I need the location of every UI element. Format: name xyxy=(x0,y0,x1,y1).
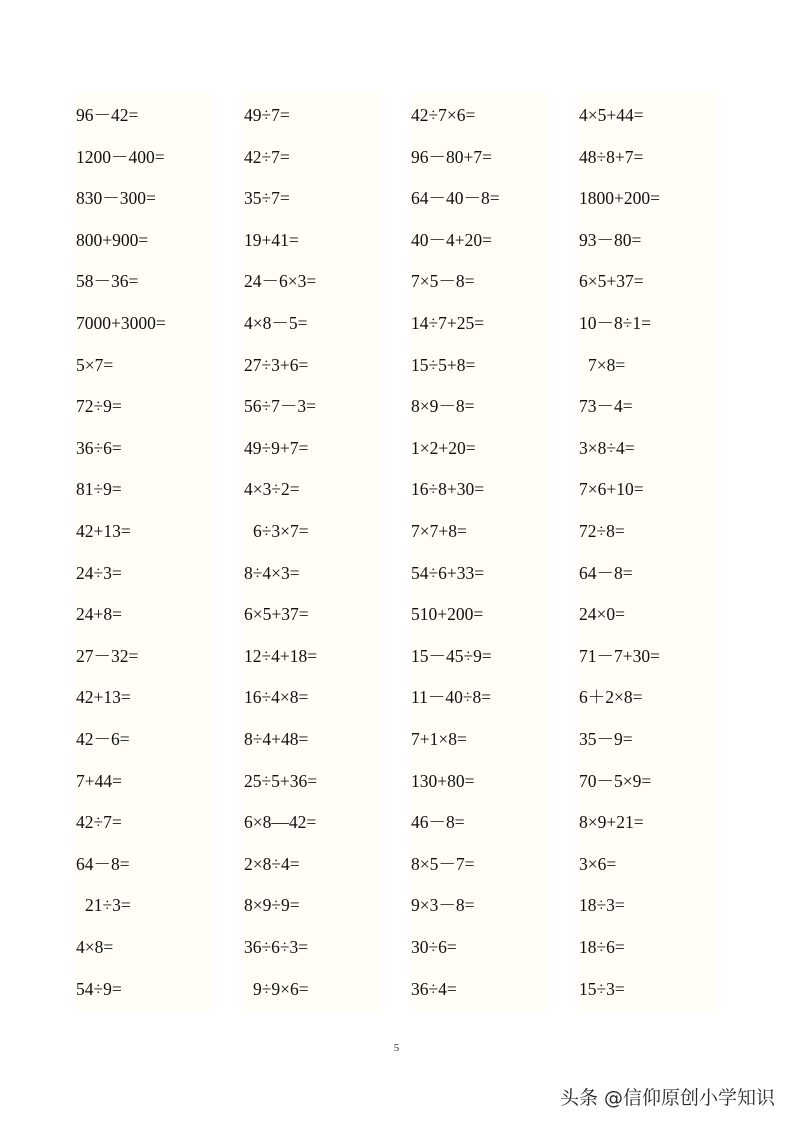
problem-item: 48÷8+7= xyxy=(579,146,644,167)
problem-item: 2×8÷4= xyxy=(244,853,300,874)
problem-item: 3×6= xyxy=(579,853,617,874)
problem-item: 11－40÷8= xyxy=(411,687,492,708)
problem-item: 8×9+21= xyxy=(579,812,644,833)
problem-item: 8×9－8= xyxy=(411,396,475,417)
problem-item: 36÷6÷3= xyxy=(244,937,309,957)
problem-item: 9÷9×6= xyxy=(253,978,309,999)
problem-item: 8×5－7= xyxy=(411,853,475,874)
problem-item: 9×3－8= xyxy=(411,895,475,916)
problem-item: 96－80+7= xyxy=(411,146,492,167)
problem-item: 35－9= xyxy=(579,729,633,749)
problem-item: 72÷8= xyxy=(579,521,625,541)
problem-item: 46－8= xyxy=(411,812,465,833)
problem-item: 73－4= xyxy=(579,396,633,417)
problem-item: 24÷3= xyxy=(76,562,122,583)
problem-item: 6÷3×7= xyxy=(253,521,309,541)
problem-item: 49÷7= xyxy=(244,105,290,125)
problem-item: 64－8= xyxy=(579,562,633,583)
problem-item: 7×8= xyxy=(588,354,626,375)
problem-item: 15－45÷9= xyxy=(411,645,492,666)
problem-item: 7000+3000= xyxy=(76,313,166,333)
problem-item: 18÷6= xyxy=(579,937,625,957)
problem-item: 5×7= xyxy=(76,354,114,375)
problem-item: 1800+200= xyxy=(579,188,660,209)
problem-item: 8×9÷9= xyxy=(244,895,300,916)
problem-column-4 xyxy=(577,94,717,1010)
problem-item: 6×5+37= xyxy=(579,271,644,292)
problem-item: 70－5×9= xyxy=(579,770,652,791)
problem-column-1 xyxy=(74,94,214,1010)
problem-item: 27÷3+6= xyxy=(244,354,309,375)
watermark: 头条 @信仰原创小学知识 xyxy=(559,1087,775,1109)
problem-item: 54÷6+33= xyxy=(411,562,485,583)
problem-item: 15÷3= xyxy=(579,978,625,999)
problem-item: 7+1×8= xyxy=(411,729,467,749)
problem-item: 71－7+30= xyxy=(579,645,660,666)
problem-item: 96－42= xyxy=(76,105,139,125)
problem-item: 16÷4×8= xyxy=(244,687,309,708)
problem-item: 1200－400= xyxy=(76,146,165,167)
problem-item: 64－40－8= xyxy=(411,188,500,209)
problem-item: 56÷7－3= xyxy=(244,396,316,417)
problem-item: 42÷7×6= xyxy=(411,105,476,125)
problem-item: 16÷8+30= xyxy=(411,479,485,500)
problem-item: 35÷7= xyxy=(244,188,290,209)
problem-item: 64－8= xyxy=(76,853,130,874)
problem-item: 42+13= xyxy=(76,687,131,708)
problem-item: 12÷4+18= xyxy=(244,645,318,666)
problem-item: 49÷9+7= xyxy=(244,437,309,458)
problem-item: 7×5－8= xyxy=(411,271,475,292)
problem-item: 6×8—42= xyxy=(244,812,317,833)
problem-item: 4×8= xyxy=(76,937,114,957)
problem-item: 21÷3= xyxy=(85,895,131,916)
problem-item: 510+200= xyxy=(411,604,484,625)
problem-item: 40－4+20= xyxy=(411,229,492,250)
problem-item: 24×0= xyxy=(579,604,625,625)
problem-item: 42+13= xyxy=(76,521,131,541)
problem-item: 54÷9= xyxy=(76,978,122,999)
problem-item: 18÷3= xyxy=(579,895,625,916)
problem-item: 25÷5+36= xyxy=(244,770,318,791)
problem-item: 27－32= xyxy=(76,645,139,666)
problem-item: 3×8÷4= xyxy=(579,437,635,458)
problem-item: 7×7+8= xyxy=(411,521,467,541)
problem-item: 36÷4= xyxy=(411,978,457,999)
problem-item: 58－36= xyxy=(76,271,139,292)
problem-item: 36÷6= xyxy=(76,437,122,458)
problem-item: 19+41= xyxy=(244,229,299,250)
problem-item: 4×8－5= xyxy=(244,313,308,333)
problem-item: 42÷7= xyxy=(76,812,122,833)
problem-item: 8÷4+48= xyxy=(244,729,309,749)
problem-item: 10－8÷1= xyxy=(579,313,651,333)
problem-item: 4×3÷2= xyxy=(244,479,300,500)
problem-item: 130+80= xyxy=(411,770,475,791)
problem-item: 72÷9= xyxy=(76,396,122,417)
problem-item: 7+44= xyxy=(76,770,122,791)
problem-item: 81÷9= xyxy=(76,479,122,500)
page-number: 5 xyxy=(393,1042,400,1054)
problem-item: 800+900= xyxy=(76,229,149,250)
problem-item: 42－6= xyxy=(76,729,130,749)
problem-column-2 xyxy=(242,94,382,1010)
problem-item: 1×2+20= xyxy=(411,437,476,458)
problem-item: 830－300= xyxy=(76,188,156,209)
problem-item: 15÷5+8= xyxy=(411,354,476,375)
problem-item: 93－80= xyxy=(579,229,642,250)
problem-item: 42÷7= xyxy=(244,146,290,167)
problem-item: 30÷6= xyxy=(411,937,457,957)
problem-item: 24－6×3= xyxy=(244,271,317,292)
problem-column-3 xyxy=(409,94,549,1010)
problem-item: 6×5+37= xyxy=(244,604,309,625)
problem-item: 7×6+10= xyxy=(579,479,644,500)
problem-item: 14÷7+25= xyxy=(411,313,485,333)
problem-item: 8÷4×3= xyxy=(244,562,300,583)
problem-item: 4×5+44= xyxy=(579,105,644,125)
problem-item: 24+8= xyxy=(76,604,122,625)
problem-item: 6＋2×8= xyxy=(579,687,643,708)
